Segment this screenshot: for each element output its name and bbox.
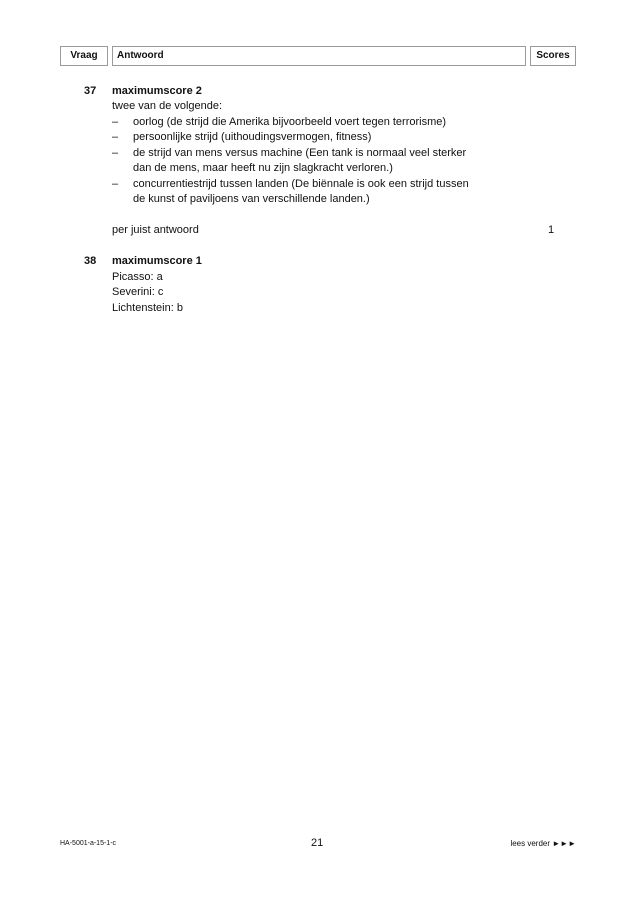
header-scores (530, 46, 576, 66)
question-37-intro: twee van de volgende: (112, 100, 223, 112)
list-item: concurrentiestrijd tussen landen (De biënnale is ook een strijd tussen (133, 178, 469, 190)
answer-line: Lichtenstein: b (112, 302, 183, 314)
header-vraag-label: Vraag (70, 50, 98, 61)
question-38-maxscore: maximumscore 1 (112, 255, 202, 267)
answer-line: Picasso: a (112, 271, 163, 283)
list-bullet: – (112, 178, 119, 190)
page-number: 21 (311, 837, 324, 849)
list-item-continuation: de kunst of paviljoens van verschillende landen.) (133, 193, 370, 205)
list-bullet: – (112, 131, 119, 143)
list-bullet: – (112, 147, 119, 159)
footer-continue: lees verder ►►► (510, 839, 576, 848)
question-37-number: 37 (84, 85, 97, 97)
list-bullet: – (112, 116, 119, 128)
question-38-number: 38 (84, 255, 97, 267)
question-37-maxscore: maximumscore 2 (112, 85, 202, 97)
list-item: persoonlijke strijd (uithoudingsvermogen, fitness) (133, 131, 372, 143)
header-antwoord-label: Antwoord (117, 50, 164, 61)
header-antwoord (112, 46, 526, 66)
footer-code: HA-5001-a-15-1-c (60, 840, 117, 847)
per-answer-text: per juist antwoord (112, 224, 199, 236)
per-answer-score: 1 (548, 224, 555, 236)
answer-line: Severini: c (112, 286, 164, 298)
list-item: de strijd van mens versus machine (Een tank is normaal veel sterker (133, 147, 467, 159)
header-vraag (60, 46, 108, 66)
list-item-continuation: dan de mens, maar heeft nu zijn slagkracht verloren.) (133, 162, 393, 174)
header-scores-label: Scores (536, 50, 570, 61)
list-item: oorlog (de strijd die Amerika bijvoorbeeld voert tegen terrorisme) (133, 116, 447, 128)
